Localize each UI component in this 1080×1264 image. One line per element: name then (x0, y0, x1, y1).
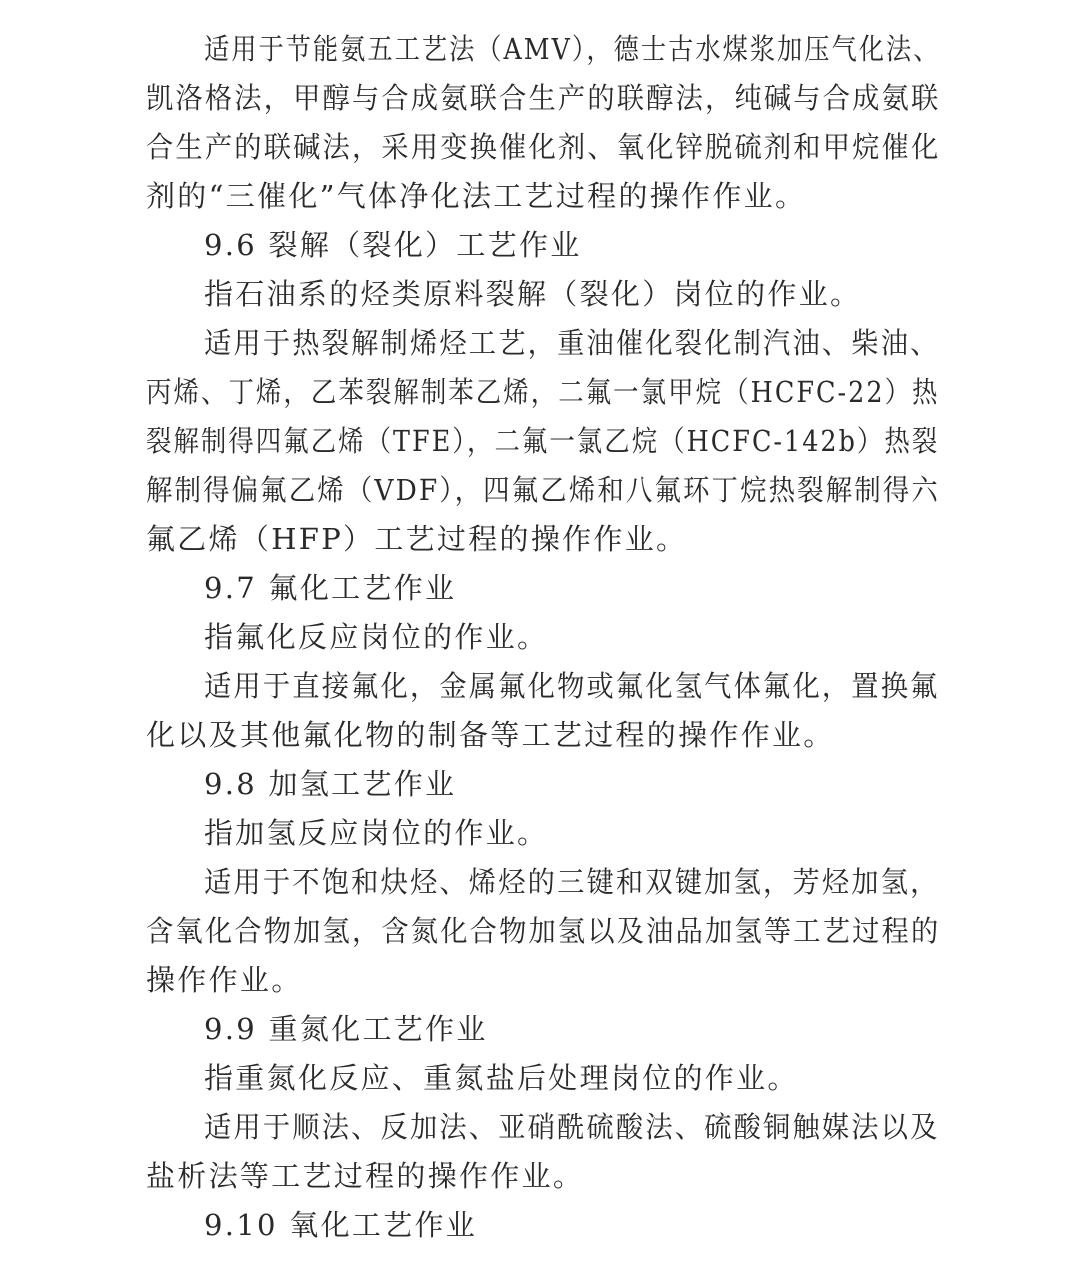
text-line: 丙烯、丁烯，乙苯裂解制苯乙烯，二氟一氯甲烷（HCFC-22）热 (146, 375, 940, 409)
text-line: 化以及其他氟化物的制备等工艺过程的操作作业。 (146, 718, 835, 752)
text-line: 指重氮化反应、重氮盐后处理岗位的作业。 (204, 1061, 799, 1095)
section-heading-9-8: 9.8 加氢工艺作业 (204, 767, 457, 801)
text-line: 盐析法等工艺过程的操作作业。 (146, 1159, 585, 1193)
text-line: 凯洛格法，甲醇与合成氨联合生产的联醇法，纯碱与合成氨联 (146, 81, 941, 115)
text-line: 指氟化反应岗位的作业。 (204, 620, 549, 654)
text-line: 适用于顺法、反加法、亚硝酰硫酸法、硫酸铜触媒法以及 (204, 1110, 940, 1144)
text-line: 适用于不饱和炔烃、烯烃的三键和双键加氢，芳烃加氢， (204, 865, 940, 899)
text-line: 操作作业。 (146, 963, 303, 997)
text-line: 含氧化合物加氢，含氮化合物加氢以及油品加氢等工艺过程的 (146, 914, 941, 948)
text-line: 适用于直接氟化，金属氟化物或氟化氢气体氟化，置换氟 (204, 669, 940, 703)
text-line: 指加氢反应岗位的作业。 (204, 816, 549, 850)
section-heading-9-6: 9.6 裂解（裂化）工艺作业 (204, 228, 582, 262)
text-line: 指石油系的烃类原料裂解（裂化）岗位的作业。 (204, 277, 862, 311)
text-line: 适用于热裂解制烯烃工艺，重油催化裂化制汽油、柴油、 (204, 326, 940, 360)
text-line: 氟乙烯（HFP）工艺过程的操作作业。 (146, 522, 688, 556)
section-heading-9-9: 9.9 重氮化工艺作业 (204, 1012, 488, 1046)
section-heading-9-7: 9.7 氟化工艺作业 (204, 571, 457, 605)
section-heading-9-10: 9.10 氧化工艺作业 (204, 1208, 478, 1242)
text-line: 适用于节能氨五工艺法（AMV），德士古水煤浆加压气化法、 (204, 32, 941, 66)
text-line: 剂的“三催化”气体净化法工艺过程的操作作业。 (146, 179, 807, 213)
text-line: 合生产的联碱法，采用变换催化剂、氧化锌脱硫剂和甲烷催化 (146, 130, 941, 164)
text-line: 裂解制得四氟乙烯（TFE），二氟一氯乙烷（HCFC-142b）热裂 (146, 424, 940, 458)
text-line: 解制得偏氟乙烯（VDF），四氟乙烯和八氟环丁烷热裂解制得六 (146, 473, 940, 507)
